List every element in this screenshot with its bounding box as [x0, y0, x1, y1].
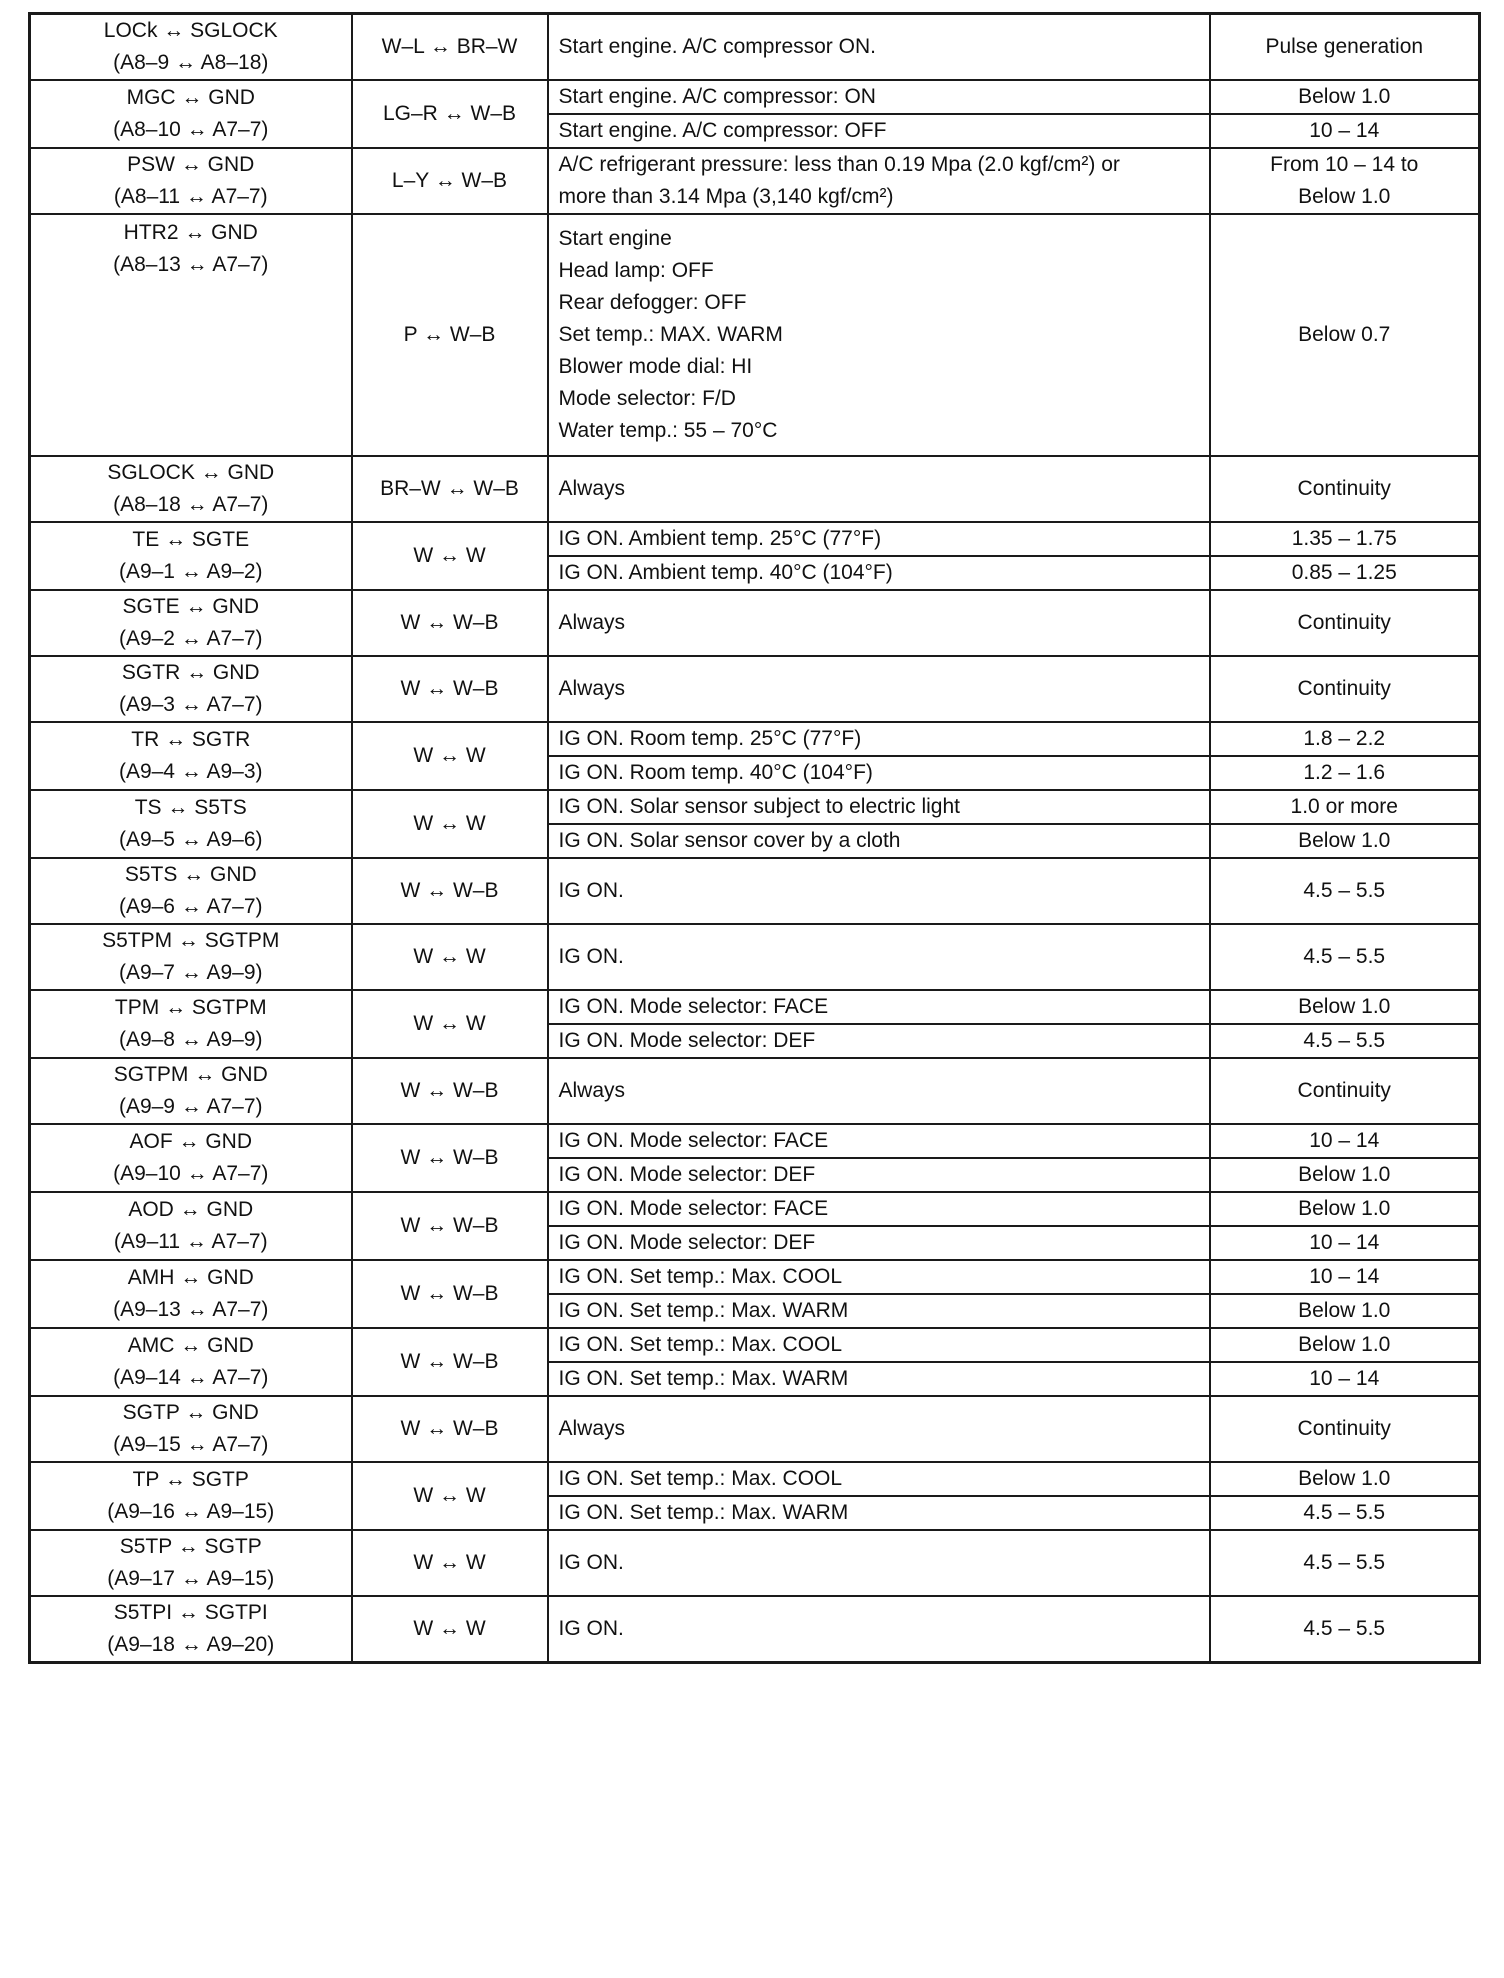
specified-value-cell — [1210, 114, 1480, 148]
table-row — [30, 1192, 1480, 1226]
text-line: 0.85 – 1.25 — [1291, 561, 1397, 584]
text-line: Below 1.0 — [1298, 1197, 1391, 1220]
text-line: IG ON. Set temp.: Max. COOL — [558, 1467, 843, 1490]
text-line: (A9–14 ↔ A7–7) — [113, 1366, 269, 1389]
specified-value-cell — [1210, 756, 1480, 790]
text-line: AOF ↔ GND — [129, 1130, 252, 1153]
text-line: 10 – 14 — [1309, 1231, 1380, 1254]
terminal-cell — [30, 80, 352, 148]
terminal-inspection-table — [28, 12, 1481, 1664]
condition-cell — [548, 214, 1210, 456]
specified-value-cell — [1210, 14, 1480, 81]
specified-value-cell — [1210, 656, 1480, 722]
specified-value-cell — [1210, 824, 1480, 858]
text-line: Start engine. A/C compressor: ON — [558, 85, 876, 108]
table-row — [30, 1124, 1480, 1158]
condition-cell — [548, 1226, 1210, 1260]
condition-cell — [548, 924, 1210, 990]
text-line: IG ON. Set temp.: Max. COOL — [558, 1265, 843, 1288]
specified-value-cell — [1210, 924, 1480, 990]
text-line: 1.2 – 1.6 — [1303, 761, 1386, 784]
text-line: IG ON. Set temp.: Max. WARM — [558, 1299, 849, 1322]
condition-cell — [548, 1124, 1210, 1158]
condition-cell — [548, 1158, 1210, 1192]
terminal-cell — [30, 790, 352, 858]
text-line: TP ↔ SGTP — [132, 1468, 249, 1491]
text-line: IG ON. Mode selector: FACE — [558, 1197, 829, 1220]
condition-cell — [548, 722, 1210, 756]
condition-cell — [548, 590, 1210, 656]
specified-value-cell — [1210, 790, 1480, 824]
text-line: IG ON. Solar sensor subject to electric light — [558, 795, 960, 818]
specified-value-cell — [1210, 858, 1480, 924]
condition-cell — [548, 1260, 1210, 1294]
wire-color-cell: W ↔ W–B — [352, 1058, 548, 1124]
text-line: Always — [558, 477, 626, 500]
specified-value-cell — [1210, 1328, 1480, 1362]
text-line: MGC ↔ GND — [126, 86, 255, 109]
text-line: 4.5 – 5.5 — [1303, 879, 1386, 902]
specified-value-cell — [1210, 556, 1480, 590]
condition-cell — [548, 114, 1210, 148]
text-line: Always — [558, 1079, 626, 1102]
text-line: (A8–18 ↔ A7–7) — [113, 493, 269, 516]
specified-value-cell — [1210, 722, 1480, 756]
table-row — [30, 1328, 1480, 1362]
text-line: IG ON. Mode selector: FACE — [558, 995, 829, 1018]
text-line: 10 – 14 — [1309, 119, 1380, 142]
text-line: IG ON. Ambient temp. 40°C (104°F) — [558, 561, 893, 584]
text-line: Always — [558, 1417, 626, 1440]
table-row — [30, 722, 1480, 756]
text-line: (A9–8 ↔ A9–9) — [118, 1028, 263, 1051]
text-line: (A8–11 ↔ A7–7) — [113, 185, 268, 208]
text-line: (A9–9 ↔ A7–7) — [118, 1095, 263, 1118]
condition-cell — [548, 1328, 1210, 1362]
text-line: S5TS ↔ GND — [124, 863, 257, 886]
text-line: Below 1.0 — [1298, 1163, 1391, 1186]
text-line: (A9–16 ↔ A9–15) — [107, 1500, 275, 1523]
text-line: Continuity — [1297, 677, 1391, 700]
text-line: (A9–3 ↔ A7–7) — [118, 693, 263, 716]
terminal-cell — [30, 1260, 352, 1328]
wire-color-cell: P ↔ W–B — [352, 214, 548, 456]
specified-value-cell — [1210, 522, 1480, 556]
text-line: AMH ↔ GND — [127, 1266, 254, 1289]
text-line: Below 1.0 — [1298, 1467, 1391, 1490]
table-row — [30, 522, 1480, 556]
wire-color-cell: W ↔ W–B — [352, 1396, 548, 1462]
text-line: (A9–13 ↔ A7–7) — [113, 1298, 269, 1321]
table-row — [30, 790, 1480, 824]
text-line: (A9–11 ↔ A7–7) — [113, 1230, 268, 1253]
specified-value-cell — [1210, 1294, 1480, 1328]
specified-value-cell — [1210, 1396, 1480, 1462]
text-line: From 10 – 14 to — [1270, 153, 1419, 176]
wire-color-cell: W–L ↔ BR–W — [352, 14, 548, 81]
terminal-cell — [30, 14, 352, 81]
table-row — [30, 924, 1480, 990]
text-line: AOD ↔ GND — [128, 1198, 254, 1221]
condition-cell — [548, 14, 1210, 81]
text-line: Below 0.7 — [1298, 323, 1391, 346]
terminal-cell — [30, 456, 352, 522]
text-line: 4.5 – 5.5 — [1303, 1501, 1386, 1524]
text-line: SGTR ↔ GND — [121, 661, 260, 684]
text-line: IG ON. Mode selector: DEF — [558, 1029, 816, 1052]
text-line: SGTPM ↔ GND — [113, 1063, 268, 1086]
wire-color-cell: W ↔ W–B — [352, 1260, 548, 1328]
specified-value-cell — [1210, 1024, 1480, 1058]
text-line: Below 1.0 — [1298, 995, 1391, 1018]
wire-color-cell: W ↔ W–B — [352, 1328, 548, 1396]
specified-value-cell — [1210, 80, 1480, 114]
text-line: PSW ↔ GND — [127, 153, 255, 176]
text-line: Continuity — [1297, 611, 1391, 634]
text-line: IG ON. Mode selector: DEF — [558, 1231, 816, 1254]
specified-value-cell — [1210, 456, 1480, 522]
text-line: IG ON. — [558, 1551, 624, 1574]
text-line: Rear defogger: OFF — [558, 291, 747, 314]
terminal-cell — [30, 722, 352, 790]
text-line: SGTP ↔ GND — [122, 1401, 259, 1424]
text-line: IG ON. — [558, 945, 624, 968]
specified-value-cell — [1210, 1596, 1480, 1663]
condition-cell — [548, 1362, 1210, 1396]
text-line: IG ON. Mode selector: DEF — [558, 1163, 816, 1186]
table-row — [30, 14, 1480, 81]
text-line: Below 1.0 — [1298, 185, 1391, 208]
condition-cell — [548, 148, 1210, 214]
text-line: IG ON. Ambient temp. 25°C (77°F) — [558, 527, 882, 550]
wire-color-cell: BR–W ↔ W–B — [352, 456, 548, 522]
text-line: IG ON. Mode selector: FACE — [558, 1129, 829, 1152]
condition-cell — [548, 1058, 1210, 1124]
text-line: TR ↔ SGTR — [131, 728, 251, 751]
table-row — [30, 214, 1480, 456]
text-line: (A9–2 ↔ A7–7) — [118, 627, 263, 650]
text-line: IG ON. Set temp.: Max. WARM — [558, 1367, 849, 1390]
wire-color-cell: W ↔ W — [352, 1530, 548, 1596]
text-line: A/C refrigerant pressure: less than 0.19 Mpa (2.0 kgf/cm²) or — [558, 153, 1120, 176]
specified-value-cell — [1210, 1192, 1480, 1226]
text-line: SGLOCK ↔ GND — [107, 461, 275, 484]
text-line: Start engine. A/C compressor: OFF — [558, 119, 887, 142]
terminal-cell — [30, 1396, 352, 1462]
text-line: (A9–4 ↔ A9–3) — [118, 760, 263, 783]
table-row — [30, 590, 1480, 656]
terminal-cell — [30, 1058, 352, 1124]
wire-color-cell: LG–R ↔ W–B — [352, 80, 548, 148]
terminal-cell — [30, 990, 352, 1058]
condition-cell — [548, 1462, 1210, 1496]
text-line: Always — [558, 611, 626, 634]
table-row — [30, 1260, 1480, 1294]
text-line: HTR2 ↔ GND — [123, 221, 258, 244]
table-row — [30, 1596, 1480, 1663]
text-line: IG ON. — [558, 879, 624, 902]
table-row — [30, 1058, 1480, 1124]
text-line: Pulse generation — [1265, 35, 1424, 58]
text-line: Below 1.0 — [1298, 1299, 1391, 1322]
terminal-cell — [30, 1462, 352, 1530]
text-line: 4.5 – 5.5 — [1303, 1551, 1386, 1574]
wire-color-cell: W ↔ W — [352, 790, 548, 858]
text-line: Head lamp: OFF — [558, 259, 714, 282]
text-line: 4.5 – 5.5 — [1303, 945, 1386, 968]
terminal-cell — [30, 858, 352, 924]
specified-value-cell — [1210, 1058, 1480, 1124]
terminal-cell — [30, 1192, 352, 1260]
text-line: 10 – 14 — [1309, 1367, 1380, 1390]
text-line: IG ON. — [558, 1617, 624, 1640]
text-line: (A9–17 ↔ A9–15) — [107, 1567, 275, 1590]
wire-color-cell: W ↔ W–B — [352, 590, 548, 656]
table-row — [30, 1462, 1480, 1496]
condition-cell — [548, 1396, 1210, 1462]
table-row — [30, 1530, 1480, 1596]
text-line: TS ↔ S5TS — [134, 796, 247, 819]
text-line: IG ON. Room temp. 25°C (77°F) — [558, 727, 862, 750]
table-row — [30, 656, 1480, 722]
text-line: Continuity — [1297, 477, 1391, 500]
text-line: (A9–18 ↔ A9–20) — [107, 1633, 275, 1656]
condition-cell — [548, 656, 1210, 722]
terminal-cell — [30, 1124, 352, 1192]
text-line: (A8–10 ↔ A7–7) — [113, 118, 269, 141]
text-line: 10 – 14 — [1309, 1265, 1380, 1288]
condition-cell — [548, 1496, 1210, 1530]
text-line: Below 1.0 — [1298, 85, 1391, 108]
text-line: Always — [558, 677, 626, 700]
text-line: (A9–5 ↔ A9–6) — [118, 828, 263, 851]
text-line: (A9–15 ↔ A7–7) — [113, 1433, 269, 1456]
specified-value-cell — [1210, 1362, 1480, 1396]
specified-value-cell — [1210, 1462, 1480, 1496]
terminal-cell — [30, 148, 352, 214]
condition-cell — [548, 858, 1210, 924]
specified-value-cell — [1210, 214, 1480, 456]
condition-cell — [548, 556, 1210, 590]
condition-cell — [548, 1596, 1210, 1663]
table-row — [30, 148, 1480, 214]
text-line: more than 3.14 Mpa (3,140 kgf/cm²) — [558, 185, 894, 208]
text-line: (A9–6 ↔ A7–7) — [118, 895, 263, 918]
table-row — [30, 1396, 1480, 1462]
text-line: (A8–9 ↔ A8–18) — [113, 51, 269, 74]
condition-cell — [548, 456, 1210, 522]
terminal-cell — [30, 522, 352, 590]
wire-color-cell: W ↔ W — [352, 1596, 548, 1663]
text-line: IG ON. Solar sensor cover by a cloth — [558, 829, 901, 852]
text-line: S5TPM ↔ SGTPM — [102, 929, 280, 952]
text-line: (A8–13 ↔ A7–7) — [113, 253, 269, 276]
text-line: LOCk ↔ SGLOCK — [103, 19, 278, 42]
specified-value-cell — [1210, 1226, 1480, 1260]
text-line: TPM ↔ SGTPM — [114, 996, 267, 1019]
text-line: 4.5 – 5.5 — [1303, 1617, 1386, 1640]
wire-color-cell: L–Y ↔ W–B — [352, 148, 548, 214]
wire-color-cell: W ↔ W–B — [352, 1192, 548, 1260]
table-body — [30, 14, 1480, 1663]
text-line: Mode selector: F/D — [558, 387, 736, 410]
terminal-cell — [30, 656, 352, 722]
specified-value-cell — [1210, 1496, 1480, 1530]
condition-cell — [548, 824, 1210, 858]
text-line: IG ON. Room temp. 40°C (104°F) — [558, 761, 873, 784]
text-line: (A9–1 ↔ A9–2) — [118, 560, 263, 583]
wire-color-cell: W ↔ W — [352, 924, 548, 990]
table-row — [30, 456, 1480, 522]
terminal-cell — [30, 590, 352, 656]
text-line: 4.5 – 5.5 — [1303, 1029, 1386, 1052]
specified-value-cell — [1210, 1530, 1480, 1596]
specified-value-cell — [1210, 1124, 1480, 1158]
condition-cell — [548, 756, 1210, 790]
text-line: Set temp.: MAX. WARM — [558, 323, 783, 346]
wire-color-cell: W ↔ W — [352, 722, 548, 790]
wire-color-cell: W ↔ W — [352, 1462, 548, 1530]
text-line: Start engine. A/C compressor ON. — [558, 35, 876, 58]
terminal-cell — [30, 1596, 352, 1663]
text-line: AMC ↔ GND — [127, 1334, 254, 1357]
condition-cell — [548, 1192, 1210, 1226]
condition-cell — [548, 80, 1210, 114]
table-row — [30, 990, 1480, 1024]
terminal-cell — [30, 214, 352, 456]
text-line: S5TP ↔ SGTP — [119, 1535, 262, 1558]
text-line: 10 – 14 — [1309, 1129, 1380, 1152]
condition-cell — [548, 1294, 1210, 1328]
terminal-cell — [30, 1530, 352, 1596]
condition-cell — [548, 990, 1210, 1024]
wire-color-cell: W ↔ W–B — [352, 1124, 548, 1192]
text-line: S5TPI ↔ SGTPI — [113, 1601, 268, 1624]
condition-cell — [548, 790, 1210, 824]
text-line: SGTE ↔ GND — [122, 595, 259, 618]
condition-cell — [548, 1530, 1210, 1596]
specified-value-cell — [1210, 1260, 1480, 1294]
specified-value-cell — [1210, 148, 1480, 214]
text-line: Continuity — [1297, 1417, 1391, 1440]
condition-cell — [548, 1024, 1210, 1058]
terminal-cell — [30, 924, 352, 990]
terminal-cell — [30, 1328, 352, 1396]
text-line: (A9–7 ↔ A9–9) — [118, 961, 263, 984]
text-line: Water temp.: 55 – 70°C — [558, 419, 778, 442]
text-line: Below 1.0 — [1298, 1333, 1391, 1356]
specified-value-cell — [1210, 590, 1480, 656]
table-row — [30, 858, 1480, 924]
text-line: Start engine — [558, 227, 672, 250]
text-line: Continuity — [1297, 1079, 1391, 1102]
text-line: (A9–10 ↔ A7–7) — [113, 1162, 269, 1185]
wire-color-cell: W ↔ W–B — [352, 858, 548, 924]
wire-color-cell: W ↔ W — [352, 522, 548, 590]
text-line: Blower mode dial: HI — [558, 355, 753, 378]
text-line: Below 1.0 — [1298, 829, 1391, 852]
specified-value-cell — [1210, 990, 1480, 1024]
text-line: 1.8 – 2.2 — [1303, 727, 1386, 750]
text-line: 1.0 or more — [1290, 795, 1398, 818]
text-line: TE ↔ SGTE — [132, 528, 250, 551]
wire-color-cell: W ↔ W–B — [352, 656, 548, 722]
specified-value-cell — [1210, 1158, 1480, 1192]
text-line: IG ON. Set temp.: Max. COOL — [558, 1333, 843, 1356]
text-line: IG ON. Set temp.: Max. WARM — [558, 1501, 849, 1524]
text-line: 1.35 – 1.75 — [1291, 527, 1397, 550]
table-row — [30, 80, 1480, 114]
wire-color-cell: W ↔ W — [352, 990, 548, 1058]
condition-cell — [548, 522, 1210, 556]
